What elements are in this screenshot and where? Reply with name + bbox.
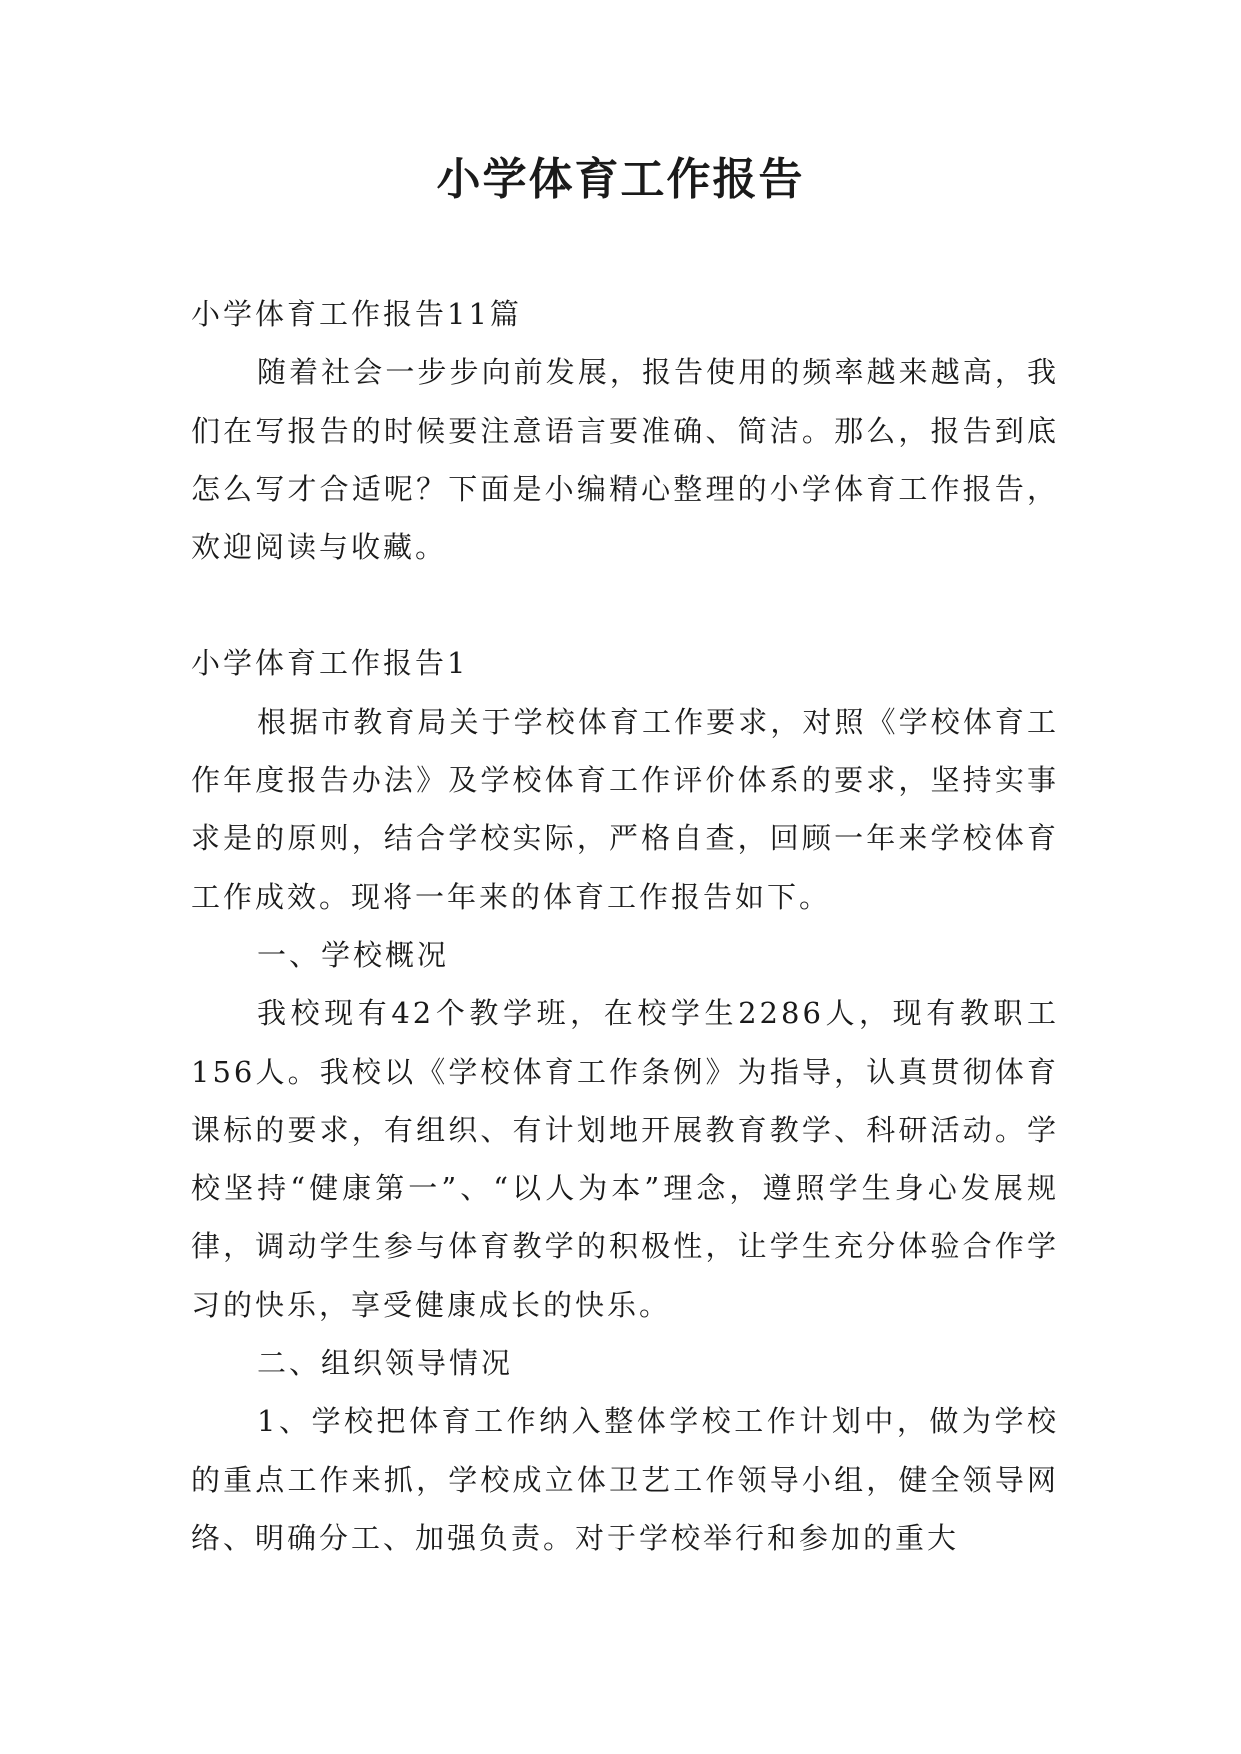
document-body — [191, 285, 1059, 1567]
body-paragraph: 1、学校把体育工作纳入整体学校工作计划中，做为学校的重点工作来抓，学校成立体卫艺工作领导小组，健全领导网络、明确分工、加强负责。对于学校举行和参加的重大 — [191, 1404, 1059, 1555]
subtitle: 小学体育工作报告11篇 — [191, 297, 522, 331]
body-paragraph: 我校现有42个教学班，在校学生2286人，现有教职工156人。我校以《学校体育工作条例》为指导，认真贯彻体育课标的要求，有组织、有计划地开展教育教学、科研活动。学校坚持“健康第一”、“以人为本”理念，遵照学生身心发展规律，调动学生参与体育教学的积极性，让学生充分体验合作学习的快乐，享受健康成长的快乐。 — [191, 996, 1059, 1322]
document-title: 小学体育工作报告 — [436, 154, 805, 205]
section-title: 小学体育工作报告1 — [191, 646, 469, 681]
intro-paragraph: 随着社会一步步向前发展，报告使用的频率越来越高，我们在写报告的时候要注意语言要准确、简洁。那么，报告到底怎么写才合适呢？下面是小编精心整理的小学体育工作报告，欢迎阅读与收藏。 — [191, 355, 1059, 565]
section-heading: 一、学校概况 — [257, 937, 450, 972]
paragraph-gap — [191, 576, 1059, 634]
body-paragraph: 根据市教育局关于学校体育工作要求，对照《学校体育工作年度报告办法》及学校体育工作评价体系的要求，坚持实事求是的原则，结合学校实际，严格自查，回顾一年来学校体育工作成效。现将一年来的体育工作报告如下。 — [191, 704, 1059, 914]
section-heading: 二、组织领导情况 — [257, 1346, 514, 1381]
